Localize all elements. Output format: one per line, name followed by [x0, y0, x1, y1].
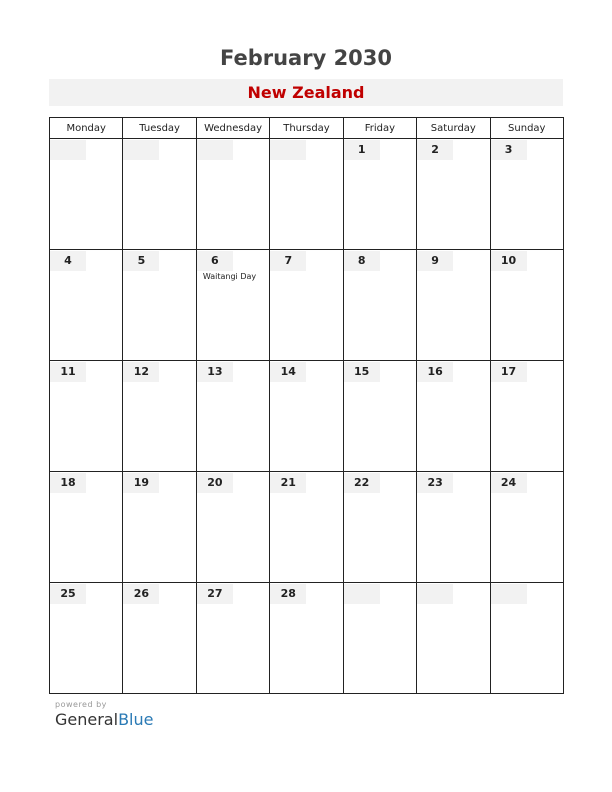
day-cell [196, 472, 269, 583]
calendar-grid [49, 117, 564, 694]
day-number: 21 [270, 473, 306, 493]
day-number: 27 [197, 584, 233, 604]
calendar-title: February 2030 [219, 46, 393, 70]
day-number: 2 [417, 140, 453, 160]
day-number: 7 [270, 251, 306, 271]
day-number: 8 [344, 251, 380, 271]
week-row [50, 472, 564, 583]
day-cell [417, 361, 490, 472]
day-number: 25 [50, 584, 86, 604]
day-cell [490, 139, 563, 250]
day-number [344, 584, 380, 604]
day-cell [417, 472, 490, 583]
day-cell [270, 361, 343, 472]
day-number [50, 140, 86, 160]
week-row [50, 250, 564, 361]
weekday-header: Thursday [270, 118, 343, 139]
day-cell [50, 139, 123, 250]
day-number [270, 140, 306, 160]
day-number: 23 [417, 473, 453, 493]
day-number: 14 [270, 362, 306, 382]
day-number: 18 [50, 473, 86, 493]
day-number: 28 [270, 584, 306, 604]
day-number: 3 [491, 140, 527, 160]
country-name: New Zealand [49, 79, 563, 106]
day-cell [196, 583, 269, 694]
day-number: 15 [344, 362, 380, 382]
day-number: 16 [417, 362, 453, 382]
day-number [197, 140, 233, 160]
day-number: 6 [197, 251, 233, 271]
day-number: 5 [123, 251, 159, 271]
day-cell [343, 139, 416, 250]
holiday-label: Waitangi Day [202, 272, 257, 281]
day-cell [270, 250, 343, 361]
week-row [50, 361, 564, 472]
day-number: 19 [123, 473, 159, 493]
day-cell [123, 139, 196, 250]
day-number: 12 [123, 362, 159, 382]
day-number [491, 584, 527, 604]
day-number: 1 [344, 140, 380, 160]
weekday-header-row [50, 118, 564, 139]
day-cell [196, 139, 269, 250]
weekday-header: Monday [50, 118, 123, 139]
day-cell [490, 361, 563, 472]
day-cell [123, 472, 196, 583]
day-cell [196, 361, 269, 472]
weekday-header: Friday [343, 118, 416, 139]
brand-blue-text: Blue [118, 710, 154, 729]
day-cell [123, 583, 196, 694]
day-number: 13 [197, 362, 233, 382]
day-number: 10 [491, 251, 527, 271]
day-cell [123, 361, 196, 472]
day-cell [50, 583, 123, 694]
day-cell [196, 250, 269, 361]
week-row [50, 583, 564, 694]
footer [55, 700, 153, 729]
day-number: 20 [197, 473, 233, 493]
day-cell [417, 250, 490, 361]
day-number: 11 [50, 362, 86, 382]
day-cell [123, 250, 196, 361]
day-cell [490, 472, 563, 583]
day-number [123, 140, 159, 160]
day-cell [270, 583, 343, 694]
day-cell [417, 139, 490, 250]
day-number: 26 [123, 584, 159, 604]
day-number [417, 584, 453, 604]
powered-by-text: powered by [55, 700, 107, 709]
day-cell [343, 583, 416, 694]
day-cell [50, 361, 123, 472]
week-row [50, 139, 564, 250]
day-cell [490, 583, 563, 694]
weekday-header: Tuesday [123, 118, 196, 139]
day-cell [417, 583, 490, 694]
day-number: 24 [491, 473, 527, 493]
day-cell [50, 250, 123, 361]
weekday-header: Sunday [490, 118, 563, 139]
brand-general-text: General [55, 710, 119, 729]
weekday-header: Saturday [417, 118, 490, 139]
day-cell [270, 472, 343, 583]
weekday-header: Wednesday [196, 118, 269, 139]
day-number: 9 [417, 251, 453, 271]
day-cell [343, 472, 416, 583]
day-cell [343, 250, 416, 361]
brand-logo[interactable] [55, 710, 153, 729]
day-number: 22 [344, 473, 380, 493]
day-number: 17 [491, 362, 527, 382]
day-cell [50, 472, 123, 583]
day-cell [270, 139, 343, 250]
day-cell [490, 250, 563, 361]
day-cell [343, 361, 416, 472]
day-number: 4 [50, 251, 86, 271]
